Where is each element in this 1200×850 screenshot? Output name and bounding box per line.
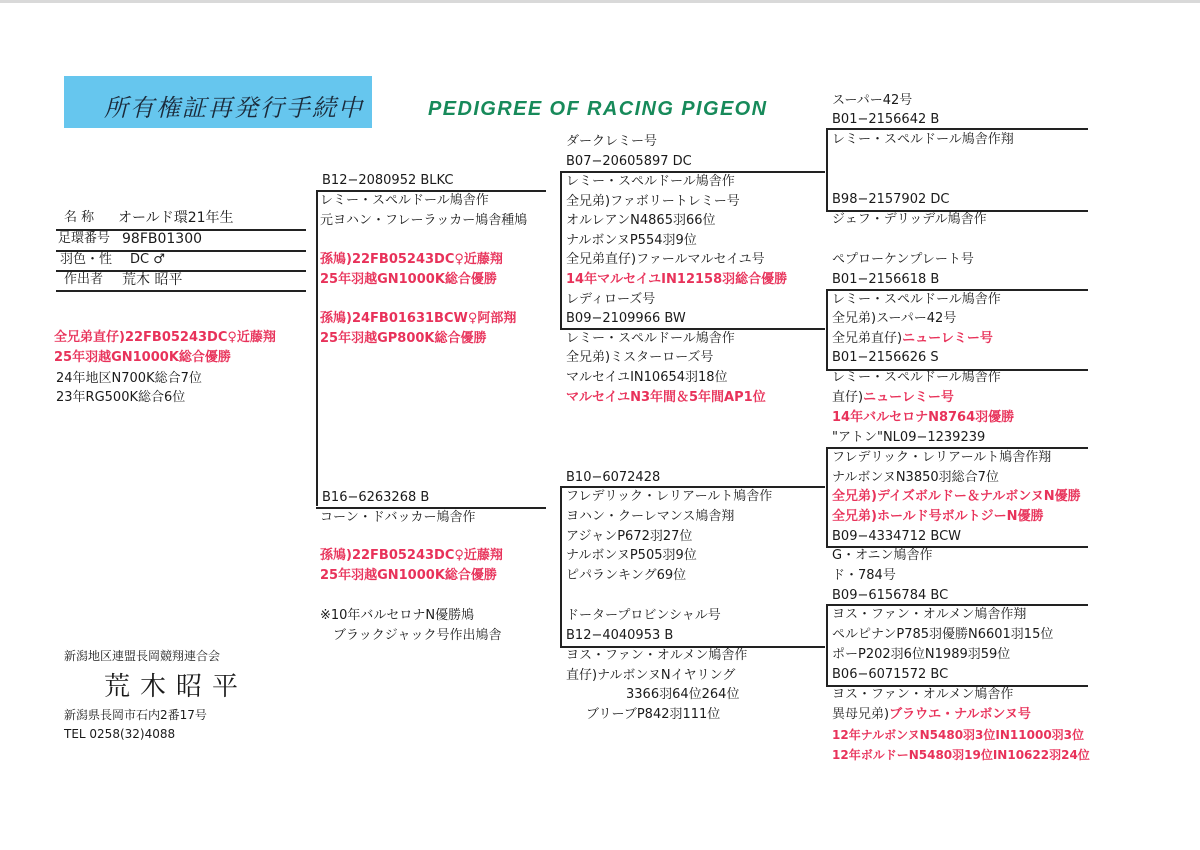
sd-line: マルセイユN3年間＆5年間AP1位 — [566, 390, 766, 405]
dam-line: ブラックジャック号作出鳩舎 — [320, 628, 502, 643]
sds-name: ペプローケンプレート号 — [832, 252, 974, 267]
sd-name: レディローズ号 — [566, 292, 656, 307]
dsd-line: G・オニン鳩舎作 — [832, 548, 933, 563]
dss-line: 全兄弟)デイズボルドー＆ナルボンヌN優勝 — [832, 489, 1081, 504]
dd-name: ドータープロビンシャル号 — [566, 608, 721, 623]
dds-line: ヨス・ファン・オルメン鳩舎作翔 — [832, 607, 1027, 622]
record-line: 全兄弟直仔)22FB05243DC♀近藤翔 — [54, 330, 276, 345]
dss-line: ナルボンヌN3850羽総合7位 — [832, 470, 999, 485]
dsd-ring: B09−4334712 BCW — [832, 529, 962, 544]
sdd-line — [832, 388, 954, 408]
bracket-line — [826, 290, 828, 370]
color-label: 羽色・性 — [60, 252, 113, 267]
bracket-line — [560, 487, 562, 647]
sss-name: スーパー42号 — [832, 93, 913, 108]
page-title: PEDIGREE OF RACING PIGEON — [428, 98, 768, 120]
ss-line: 全兄弟)ファボリートレミー号 — [566, 194, 740, 209]
bracket-line — [316, 192, 318, 506]
sticky-note — [64, 76, 372, 128]
ring-label: 足環番号 — [58, 231, 111, 246]
dam-line: ※10年バルセロナN優勝鳩 — [320, 608, 475, 623]
dam-ring: B16−6263268 B — [322, 490, 430, 505]
sd-ring: B09−2109966 BW — [566, 311, 686, 326]
sds-line — [832, 329, 993, 349]
ddd-ring: B06−6071572 BC — [832, 667, 949, 682]
breeder-label: 作出者 — [64, 272, 104, 287]
dds-ring: B09−6156784 BC — [832, 588, 949, 603]
sds-line-prefix: 全兄弟直仔) — [832, 331, 903, 346]
sticky-note-text: 所有権証再発行手続中 — [104, 94, 364, 122]
sire-line: レミー・スペルドール鳩舎作 — [320, 193, 489, 208]
sire-line: 25年羽越GP800K総合優勝 — [320, 331, 487, 346]
ds-line: ヨハン・クーレマンス鳩舎翔 — [566, 509, 735, 524]
dd-line: ブリーブP842羽111位 — [586, 707, 721, 722]
ss-ring: B07−20605897 DC — [566, 154, 692, 169]
ss-line: 全兄弟直仔)ファールマルセイユ号 — [566, 252, 765, 267]
ss-name: ダークレミー号 — [566, 134, 658, 149]
sds-line: レミー・スペルドール鳩舎作 — [832, 292, 1001, 307]
sds-line-highlight: ニューレミー号 — [902, 331, 993, 346]
ddd-line: 12年ナルボンヌN5480羽3位IN11000羽3位 — [832, 728, 1085, 742]
ss-line: ナルボンヌP554羽9位 — [566, 233, 697, 248]
dd-line: 3366羽64位264位 — [626, 687, 740, 702]
owner-name: 荒木昭平 — [104, 672, 249, 702]
ds-line: ピパランキング69位 — [566, 568, 687, 583]
association: 新潟地区連盟長岡競翔連合会 — [64, 649, 221, 663]
record-line: 23年RG500K総合6位 — [56, 390, 186, 405]
ss-line: 14年マルセイユIN12158羽総合優勝 — [566, 272, 788, 287]
dds-line: ペルピナンP785羽優勝N6601羽15位 — [832, 627, 1054, 642]
ds-line: フレデリック・レリアールト鳩舎作 — [566, 489, 773, 504]
ddd-line — [832, 705, 1031, 725]
record-line: 24年地区N700K総合7位 — [56, 371, 202, 386]
sire-ring: B12−2080952 BLKC — [322, 173, 454, 188]
ddd-line-prefix: 異母兄弟) — [832, 707, 890, 722]
ddd-line-highlight: ブラウエ・ナルボンヌ号 — [889, 707, 1031, 722]
sd-line: マルセイユIN10654羽18位 — [566, 370, 728, 385]
bird-ring: 98FB01300 — [122, 231, 203, 247]
sd-line: 全兄弟)ミスターローズ号 — [566, 350, 714, 365]
bird-name: オールド環21年生 — [118, 210, 234, 226]
sire-line: 孫鳩)22FB05243DC♀近藤翔 — [320, 252, 503, 267]
ddd-line: ヨス・ファン・オルメン鳩舎作 — [832, 687, 1014, 702]
bracket-line — [826, 448, 828, 547]
dd-ring: B12−4040953 B — [566, 628, 674, 643]
dd-line: 直仔)ナルボンヌNイヤリング — [566, 668, 736, 683]
bracket-line — [826, 605, 828, 686]
telephone: TEL 0258(32)4088 — [64, 727, 176, 741]
dam-line: 孫鳩)22FB05243DC♀近藤翔 — [320, 548, 503, 563]
sds-line: 全兄弟)スーパー42号 — [832, 311, 957, 326]
page-edge — [0, 0, 1200, 3]
sss-line: レミー・スペルドール鳩舎作翔 — [832, 132, 1014, 147]
sdd-line: レミー・スペルドール鳩舎作 — [832, 370, 1001, 385]
dss-line: フレデリック・レリアールト鳩舎作翔 — [832, 450, 1052, 465]
record-line: 25年羽越GN1000K総合優勝 — [54, 350, 231, 365]
dss-name: "アトン"NL09−1239239 — [832, 430, 986, 445]
ds-name: B10−6072428 — [566, 470, 661, 485]
sds-ring: B01−2156618 B — [832, 272, 940, 287]
name-label: 名 称 — [64, 210, 95, 225]
bracket-line — [560, 172, 562, 328]
ds-line: アジャンP672羽27位 — [566, 529, 693, 544]
sss-ring: B01−2156642 B — [832, 112, 940, 127]
sire-line: 元ヨハン・フレーラッカー鳩舎種鳩 — [320, 213, 528, 228]
bracket-line — [826, 129, 828, 211]
divider — [56, 290, 306, 292]
address: 新潟県長岡市石内2番17号 — [64, 708, 207, 722]
sd-line: レミー・スペルドール鳩舎作 — [566, 331, 735, 346]
ddd-line: 12年ボルドーN5480羽19位IN10622羽24位 — [832, 748, 1090, 762]
dds-name: ド・784号 — [832, 568, 896, 583]
dam-line: コーン・ドバッカー鳩舎作 — [320, 510, 476, 525]
bird-breeder: 荒木 昭平 — [122, 272, 183, 288]
sdd-line-highlight: ニューレミー号 — [863, 390, 954, 405]
bird-color: DC ♂ — [130, 252, 165, 267]
ssd-line: ジェフ・デリッデル鳩舎作 — [832, 212, 987, 227]
ss-line: オルレアンN4865羽66位 — [566, 213, 716, 228]
sdd-line-prefix: 直仔) — [832, 390, 864, 405]
dss-line: 全兄弟)ホールド号ボルトジーN優勝 — [832, 509, 1044, 524]
sire-line: 25年羽越GN1000K総合優勝 — [320, 272, 497, 287]
sdd-ring: B01−2156626 S — [832, 350, 939, 365]
dds-line: ポーP202羽6位N1989羽59位 — [832, 647, 1011, 662]
dd-line: ヨス・ファン・オルメン鳩舎作 — [566, 648, 748, 663]
ds-line: ナルボンヌP505羽9位 — [566, 548, 697, 563]
sdd-line: 14年バルセロナN8764羽優勝 — [832, 410, 1015, 425]
dam-line: 25年羽越GN1000K総合優勝 — [320, 568, 497, 583]
sire-line: 孫鳩)24FB01631BCW♀阿部翔 — [320, 311, 517, 326]
ss-line: レミー・スペルドール鳩舎作 — [566, 174, 735, 189]
ssd-ring: B98−2157902 DC — [832, 192, 950, 207]
